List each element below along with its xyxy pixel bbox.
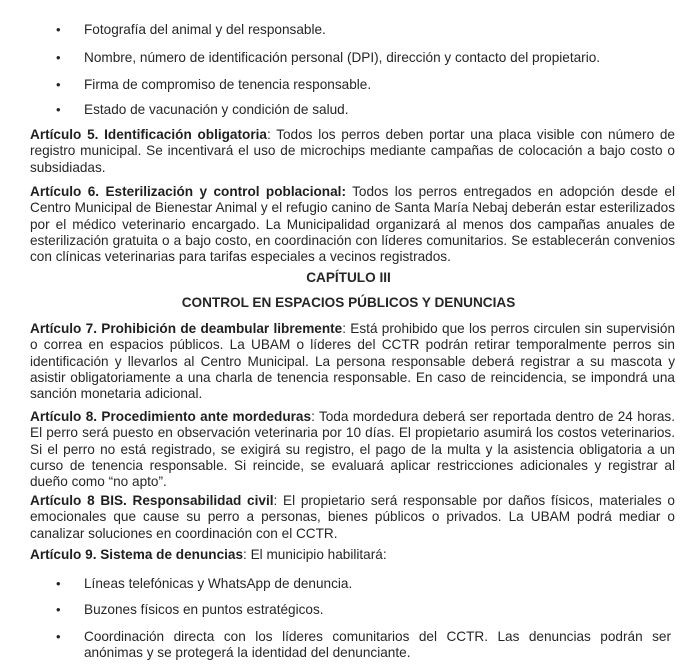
- article-text: : Está prohibido que los perros circulen sin supervisión o correa en espacios públicos. La UBAM o líderes del CCTR podrán retirar temporalmente perros sin identificación y llevarlos al Centro Municipal. La persona responsable deberá registrar a su mascota y asistir obligatoriamente a una charla de tenencia responsable. En caso de reincidencia, se impondrá una sanción monetaria adicional.: [30, 321, 676, 402]
- bullet-icon: •: [56, 77, 61, 92]
- article-title: Artículo 6. Esterilización y control poblacional:: [30, 184, 346, 199]
- bullet-icon: •: [56, 576, 61, 591]
- list-item: [56, 629, 671, 662]
- list-item: [56, 77, 671, 93]
- article-title: Artículo 9. Sistema de denuncias: [30, 547, 244, 562]
- article-title: Artículo 5. Identificación obligatoria: [30, 127, 267, 142]
- list-item-text: Buzones físicos en puntos estratégicos.: [84, 602, 324, 617]
- list-item-text: Fotografía del animal y del responsable.: [84, 22, 326, 37]
- bullet-icon: •: [56, 22, 61, 37]
- article-9: [30, 547, 675, 563]
- article-title: Artículo 8 BIS. Responsabilidad civil: [30, 493, 274, 508]
- list-item-text: Firma de compromiso de tenencia responsable.: [84, 77, 372, 92]
- list-item: [56, 576, 671, 592]
- article-title: Artículo 8. Procedimiento ante mordeduras: [30, 409, 312, 424]
- article-text: : Todos los perros deben portar una placa visible con número de registro municipal. Se incentivará el uso de microchips mediante campañas de colocación a bajo costo o subsidiadas.: [30, 127, 675, 175]
- list-item-text: Líneas telefónicas y WhatsApp de denuncia.: [84, 576, 353, 591]
- article-text: : El propietario será responsable por daños físicos, materiales o emocionales que cause su perro a personas, bienes públicos o privados. La UBAM podrá mediar o canalizar soluciones en coordinación con el CCTR.: [30, 493, 675, 541]
- list-item: [56, 102, 671, 118]
- list-item: [56, 602, 671, 618]
- bullet-icon: •: [56, 629, 61, 644]
- article-text: : El municipio habilitará:: [243, 547, 387, 562]
- list-item-text: Nombre, número de identificación personal (DPI), dirección y contacto del propietario.: [84, 50, 601, 65]
- article-title: Artículo 7. Prohibición de deambular libremente: [30, 321, 343, 336]
- list-item-text: Coordinación directa con los líderes comunitarios del CCTR. Las denuncias podrán ser anónimas y se protegerá la identidad del denunciante.: [84, 629, 671, 661]
- chapter-title: CONTROL EN ESPACIOS PÚBLICOS Y DENUNCIAS: [181, 295, 516, 310]
- article-5: [30, 127, 675, 176]
- article-6: [30, 184, 675, 265]
- bullet-icon: •: [56, 50, 61, 65]
- bullet-icon: •: [56, 602, 61, 617]
- list-item-text: Estado de vacunación y condición de salud.: [84, 102, 349, 117]
- article-8: [30, 409, 675, 490]
- article-8-bis: [30, 493, 675, 542]
- list-item: [56, 50, 671, 66]
- bullet-icon: •: [56, 102, 61, 117]
- chapter-number: CAPÍTULO III: [306, 270, 391, 285]
- article-text: : Toda mordedura deberá ser reportada dentro de 24 horas. El perro será puesto en observación veterinaria por 10 días. El propietario asumirá los costos veterinarios. Si el perro no está registrado, se exigirá su registro, el pago de la multa y la asistencia obligatoria a un curso de tenencia responsable. Si reincide, se evaluará aplicar restricciones adicionales y registrar al dueño como “no apto”.: [30, 409, 675, 490]
- list-item: [56, 22, 671, 38]
- article-7: [30, 321, 675, 402]
- article-text: Todos los perros entregados en adopción desde el Centro Municipal de Bienestar Animal y el refugio canino de Santa María Nebaj deberán estar esterilizados por el médico veterinario encargado. La Municipalidad organizará al menos dos campañas anuales de esterilización gratuita o a bajo costo, en coordinación con líderes comunitarios. Se establecerán convenios con clínicas veterinarias para tarifas especiales a vecinos registrados.: [30, 184, 675, 265]
